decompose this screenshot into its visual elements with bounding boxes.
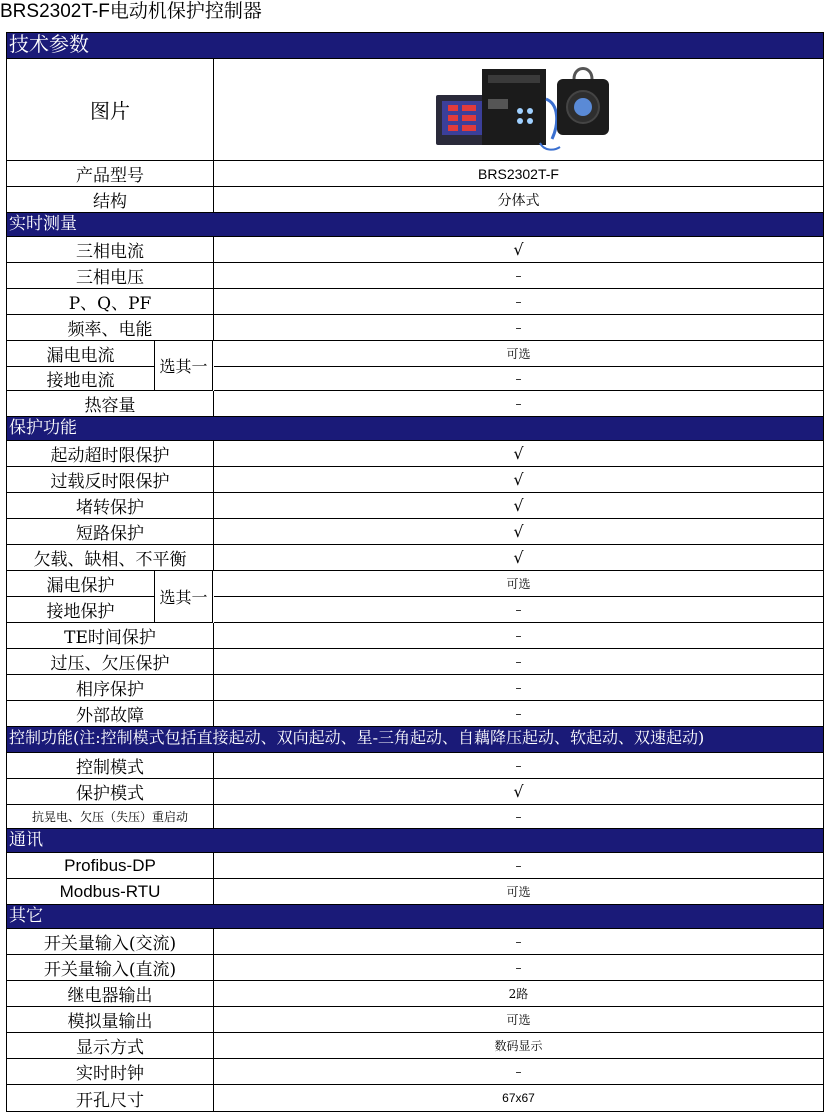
table-row — [7, 519, 823, 545]
product-model-row — [7, 161, 823, 187]
table-row — [7, 493, 823, 519]
row-label: 控制模式 — [7, 753, 214, 778]
spec-table — [6, 32, 824, 1112]
leakage-current-label: 漏电电流 — [7, 341, 155, 367]
row-value: 可选 — [506, 1013, 531, 1027]
current-transformer-icon — [557, 69, 609, 136]
table-row — [7, 441, 823, 467]
table-row — [7, 263, 823, 289]
picture-row — [7, 59, 823, 161]
row-value: √ — [513, 240, 524, 259]
table-row — [7, 1033, 823, 1059]
ground-protection-value: – — [214, 597, 823, 623]
row-label: 抗晃电、欠压（失压）重启动 — [7, 805, 214, 828]
table-row — [7, 805, 823, 829]
table-row — [7, 315, 823, 341]
ground-current-value: – — [214, 367, 823, 391]
table-row — [7, 675, 823, 701]
ground-protection-label: 接地保护 — [7, 597, 155, 622]
leakage-current-value: 可选 — [214, 341, 823, 367]
row-label: 开关量输入(直流) — [7, 955, 214, 980]
row-value: √ — [513, 782, 524, 801]
row-value: 67x67 — [502, 1091, 535, 1105]
row-label: 实时时钟 — [7, 1059, 214, 1084]
row-label: 显示方式 — [7, 1033, 214, 1058]
row-value: – — [515, 268, 522, 283]
table-row — [7, 391, 823, 417]
row-value: √ — [513, 470, 524, 489]
row-label: Modbus-RTU — [7, 879, 214, 904]
structure-row — [7, 187, 823, 213]
row-value: – — [515, 628, 522, 643]
row-label: 堵转保护 — [7, 493, 214, 518]
section-protection: 保护功能 — [7, 417, 823, 441]
table-row — [7, 623, 823, 649]
row-value: √ — [513, 548, 524, 567]
row-label: 开关量输入(交流) — [7, 929, 214, 954]
row-value: √ — [513, 444, 524, 463]
row-value: √ — [513, 522, 524, 541]
controller-unit-icon — [482, 69, 560, 150]
product-image — [214, 59, 823, 160]
protection-choice-group — [7, 571, 213, 623]
row-value: – — [515, 706, 522, 721]
realtime-choice-group — [7, 341, 213, 391]
row-value: 2路 — [508, 987, 529, 1001]
row-value: – — [515, 294, 522, 309]
row-value: – — [515, 809, 522, 824]
row-label: 模拟量输出 — [7, 1007, 214, 1032]
section-comm: 通讯 — [7, 829, 823, 853]
row-value: 可选 — [506, 885, 531, 899]
row-label: Profibus-DP — [7, 853, 214, 878]
row-value: √ — [513, 496, 524, 515]
row-label: 热容量 — [7, 391, 214, 416]
table-row — [7, 929, 823, 955]
row-value: – — [515, 320, 522, 335]
row-label: 外部故障 — [7, 701, 214, 726]
product-model-label: 产品型号 — [7, 161, 214, 186]
section-control: 控制功能(注:控制模式包括直接起动、双向起动、星-三角起动、自藕降压起动、软起动、双速起动) — [7, 727, 823, 753]
table-row — [7, 1085, 823, 1111]
table-row — [7, 779, 823, 805]
table-row — [7, 1059, 823, 1085]
table-row — [7, 545, 823, 571]
display-module-icon — [436, 95, 488, 145]
row-label: P、Q、PF — [7, 289, 214, 314]
row-label: 过压、欠压保护 — [7, 649, 214, 674]
table-row — [7, 955, 823, 981]
table-row — [7, 853, 823, 879]
row-value: – — [515, 758, 522, 773]
product-model-value: BRS2302T-F — [478, 165, 559, 182]
row-value: – — [515, 396, 522, 411]
row-label: 继电器输出 — [7, 981, 214, 1006]
section-other: 其它 — [7, 905, 823, 929]
row-label: 短路保护 — [7, 519, 214, 544]
row-label: 开孔尺寸 — [7, 1085, 214, 1111]
table-row — [7, 467, 823, 493]
table-row — [7, 879, 823, 905]
row-label: 频率、电能 — [7, 315, 214, 340]
row-label: 保护模式 — [7, 779, 214, 804]
table-row — [7, 753, 823, 779]
row-value: – — [515, 858, 522, 873]
row-label: 过载反时限保护 — [7, 467, 214, 492]
ground-current-label: 接地电流 — [7, 367, 155, 390]
row-label: 起动超时限保护 — [7, 441, 214, 466]
row-value: 数码显示 — [494, 1039, 543, 1053]
table-row — [7, 981, 823, 1007]
table-row — [7, 1007, 823, 1033]
choose-one-label: 选其一 — [159, 588, 208, 607]
section-tech-params: 技术参数 — [7, 33, 823, 59]
table-row — [7, 289, 823, 315]
table-row — [7, 649, 823, 675]
row-value: – — [515, 960, 522, 975]
row-label: 三相电流 — [7, 237, 214, 262]
document-title: BRS2302T-F电动机保护控制器 — [0, 1, 262, 22]
row-label: 相序保护 — [7, 675, 214, 700]
table-row — [7, 701, 823, 727]
row-label: 欠载、缺相、不平衡 — [7, 545, 214, 570]
row-value: – — [515, 934, 522, 949]
row-label: TE时间保护 — [7, 623, 214, 648]
choose-one-label: 选其一 — [159, 357, 208, 376]
row-value: – — [515, 680, 522, 695]
row-value: – — [515, 654, 522, 669]
structure-value: 分体式 — [497, 192, 540, 209]
row-label: 三相电压 — [7, 263, 214, 288]
picture-label: 图片 — [7, 59, 214, 160]
leakage-protection-label: 漏电保护 — [7, 571, 155, 597]
row-value: – — [515, 1064, 522, 1079]
leakage-protection-value: 可选 — [214, 571, 823, 597]
structure-label: 结构 — [7, 187, 214, 212]
table-row — [7, 237, 823, 263]
section-realtime: 实时测量 — [7, 213, 823, 237]
